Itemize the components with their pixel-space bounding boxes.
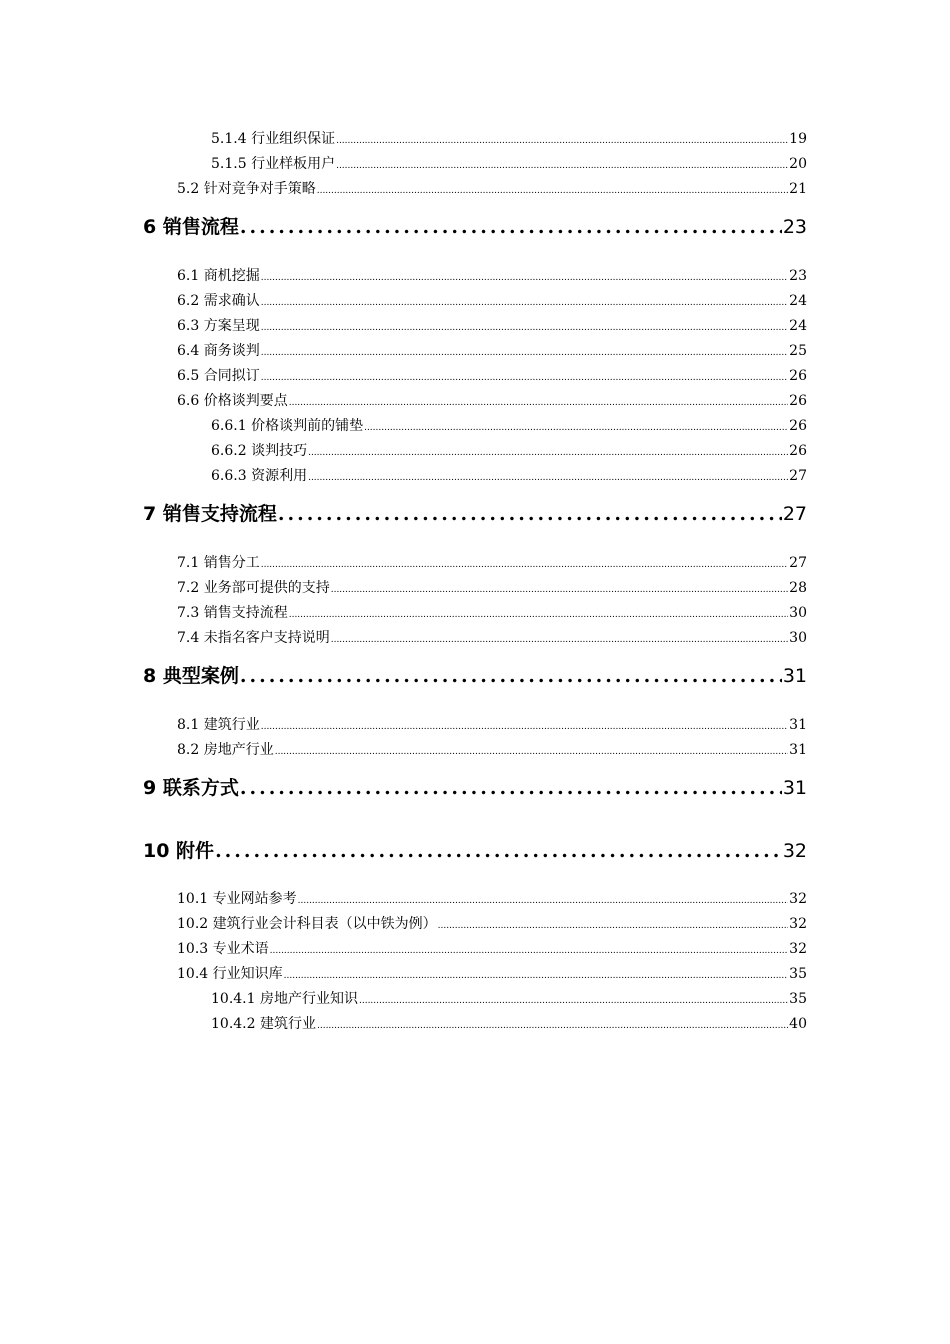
toc-entry-page: 32 <box>789 891 807 907</box>
toc-entry-page: 24 <box>789 318 807 334</box>
toc-entry[interactable] <box>211 465 807 485</box>
toc-entry-title: 10.1 专业网站参考 <box>177 891 297 907</box>
toc-entry-title: 6.6.1 价格谈判前的铺垫 <box>211 418 364 434</box>
toc-entry[interactable] <box>177 265 807 285</box>
toc-chapter[interactable] <box>143 212 807 240</box>
toc-entry-page: 25 <box>789 343 807 359</box>
toc-dot-leader <box>284 971 789 981</box>
toc-entry[interactable] <box>177 963 807 983</box>
toc-entry-title: 6.4 商务谈判 <box>177 343 260 359</box>
toc-dot-leader <box>261 273 788 283</box>
toc-dot-leader <box>331 585 788 595</box>
toc-dot-leader <box>278 503 782 525</box>
toc-entry[interactable] <box>177 390 807 410</box>
toc-entry[interactable] <box>177 913 807 933</box>
toc-entry-title: 7.2 业务部可提供的支持 <box>177 580 330 596</box>
toc-entry-title: 10.3 专业术语 <box>177 941 269 957</box>
toc-dot-leader <box>261 323 788 333</box>
toc-entry-page: 32 <box>789 941 807 957</box>
toc-entry-page: 35 <box>789 991 807 1007</box>
toc-entry-title: 7.1 销售分工 <box>177 555 260 571</box>
toc-dot-leader <box>308 448 788 458</box>
toc-entry-title: 8.2 房地产行业 <box>177 742 274 758</box>
toc-chapter[interactable] <box>143 499 807 527</box>
toc-chapter-title: 6 销售流程 <box>143 216 239 238</box>
toc-entry-page: 21 <box>789 181 807 197</box>
toc-entry-page: 30 <box>789 605 807 621</box>
toc-entry-page: 30 <box>789 630 807 646</box>
toc-dot-leader <box>215 840 782 862</box>
toc-entry[interactable] <box>211 440 807 460</box>
toc-dot-leader <box>261 348 788 358</box>
toc-entry-page: 19 <box>789 131 807 147</box>
toc-dot-leader <box>359 996 788 1006</box>
toc-entry-title: 6.6.3 资源利用 <box>211 468 308 484</box>
toc-entry-title: 6.6 价格谈判要点 <box>177 393 288 409</box>
toc-entry-page: 26 <box>789 443 807 459</box>
toc-dot-leader <box>317 186 788 196</box>
toc-chapter-page: 31 <box>782 777 807 799</box>
toc-entry-page: 24 <box>789 293 807 309</box>
toc-entry-page: 20 <box>789 156 807 172</box>
toc-dot-leader <box>240 665 782 687</box>
toc-dot-leader <box>336 161 788 171</box>
toc-entry[interactable] <box>177 577 807 597</box>
toc-chapter-page: 31 <box>782 665 807 687</box>
toc-entry-title: 10.4 行业知识库 <box>177 966 283 982</box>
toc-entry[interactable] <box>177 552 807 572</box>
toc-entry-page: 31 <box>789 717 807 733</box>
toc-entry[interactable] <box>177 602 807 622</box>
toc-chapter-page: 23 <box>782 216 807 238</box>
toc-dot-leader <box>240 777 782 799</box>
toc-dot-leader <box>438 921 789 931</box>
toc-dot-leader <box>289 610 788 620</box>
toc-entry-title: 6.1 商机挖掘 <box>177 268 260 284</box>
toc-entry-title: 10.4.2 建筑行业 <box>211 1016 316 1032</box>
toc-entry-title: 6.3 方案呈现 <box>177 318 260 334</box>
toc-dot-leader <box>270 946 789 956</box>
toc-entry[interactable] <box>177 340 807 360</box>
toc-entry-title: 5.1.4 行业组织保证 <box>211 131 336 147</box>
toc-dot-leader <box>261 373 788 383</box>
toc-entry-title: 10.2 建筑行业会计科目表（以中铁为例） <box>177 916 437 932</box>
toc-entry-page: 28 <box>789 580 807 596</box>
toc-entry-page: 26 <box>789 418 807 434</box>
toc-entry[interactable] <box>177 178 807 198</box>
toc-dot-leader <box>336 136 788 146</box>
toc-dot-leader <box>331 635 788 645</box>
toc-entry[interactable] <box>211 153 807 173</box>
toc-entry-title: 7.4 未指名客户支持说明 <box>177 630 330 646</box>
toc-entry[interactable] <box>211 988 807 1008</box>
toc-entry-title: 7.3 销售支持流程 <box>177 605 288 621</box>
toc-entry-page: 26 <box>789 368 807 384</box>
toc-chapter-title: 10 附件 <box>143 840 215 862</box>
toc-entry-title: 6.5 合同拟订 <box>177 368 260 384</box>
toc-entry-title: 5.1.5 行业样板用户 <box>211 156 336 172</box>
toc-entry-title: 6.2 需求确认 <box>177 293 260 309</box>
toc-entry[interactable] <box>177 888 807 908</box>
toc-entry[interactable] <box>177 938 807 958</box>
toc-entry-title: 6.6.2 谈判技巧 <box>211 443 308 459</box>
toc-dot-leader <box>308 473 788 483</box>
toc-entry[interactable] <box>177 714 807 734</box>
toc-entry-page: 31 <box>789 742 807 758</box>
toc-entry[interactable] <box>177 365 807 385</box>
toc-entry-page: 40 <box>789 1016 807 1032</box>
toc-chapter-title: 8 典型案例 <box>143 665 239 687</box>
toc-dot-leader <box>275 747 788 757</box>
toc-entry[interactable] <box>211 1013 807 1033</box>
toc-entry-page: 26 <box>789 393 807 409</box>
toc-entry-page: 35 <box>789 966 807 982</box>
toc-dot-leader <box>240 216 782 238</box>
toc-chapter-page: 27 <box>782 503 807 525</box>
toc-dot-leader <box>261 560 788 570</box>
toc-entry[interactable] <box>211 415 807 435</box>
toc-entry[interactable] <box>177 290 807 310</box>
toc-dot-leader <box>317 1021 788 1031</box>
toc-dot-leader <box>364 423 788 433</box>
toc-entry[interactable] <box>177 739 807 759</box>
toc-chapter[interactable] <box>143 773 807 801</box>
toc-entry-title: 5.2 针对竞争对手策略 <box>177 181 316 197</box>
toc-chapter-title: 7 销售支持流程 <box>143 503 277 525</box>
toc-chapter-page: 32 <box>782 840 807 862</box>
toc-entry-title: 10.4.1 房地产行业知识 <box>211 991 358 1007</box>
toc-dot-leader <box>261 722 788 732</box>
toc-entry-title: 8.1 建筑行业 <box>177 717 260 733</box>
toc-chapter-title: 9 联系方式 <box>143 777 239 799</box>
toc-entry-page: 27 <box>789 468 807 484</box>
toc-entry[interactable] <box>177 315 807 335</box>
toc-entry-page: 27 <box>789 555 807 571</box>
toc-entry-page: 32 <box>789 916 807 932</box>
toc-entry[interactable] <box>177 627 807 647</box>
toc-chapter[interactable] <box>143 661 807 689</box>
toc-dot-leader <box>298 896 789 906</box>
toc-dot-leader <box>289 398 788 408</box>
toc-dot-leader <box>261 298 788 308</box>
toc-chapter[interactable] <box>143 836 807 864</box>
toc-entry-page: 23 <box>789 268 807 284</box>
toc-entry[interactable] <box>211 128 807 148</box>
